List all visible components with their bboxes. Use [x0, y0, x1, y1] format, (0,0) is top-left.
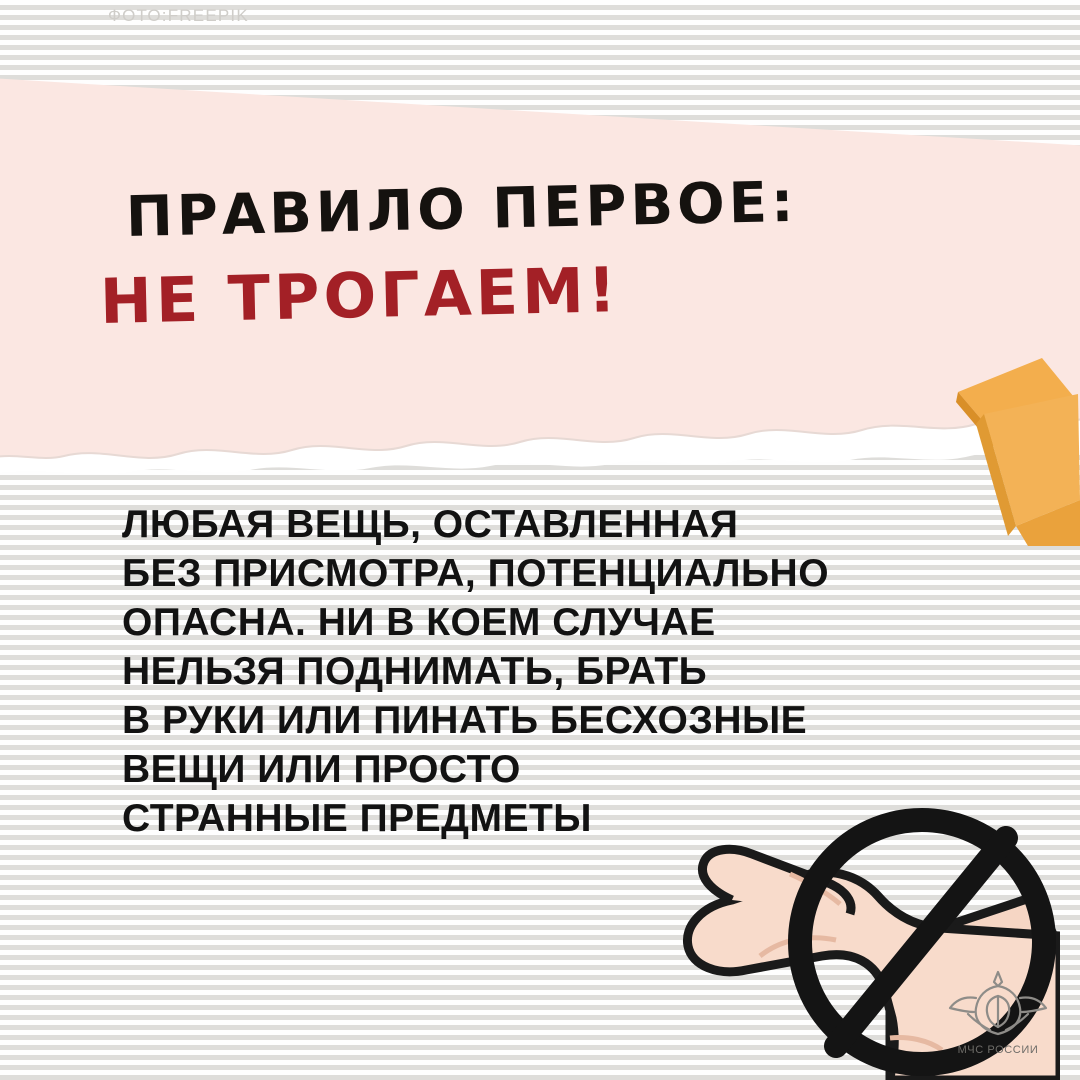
torn-paper-banner: [0, 60, 1080, 480]
emercom-double-eagle-emblem-icon: [938, 966, 1058, 1038]
emercom-logo: [938, 966, 1058, 1062]
headline-line-1: ПРАВИЛО ПЕРВОЕ:: [125, 169, 799, 250]
body-line: ВЕЩИ ИЛИ ПРОСТО: [122, 748, 521, 791]
body-line: СТРАННЫЕ ПРЕДМЕТЫ: [122, 797, 592, 840]
adhesive-tape-icon: [950, 350, 1080, 550]
photo-credit-label: ФОТО:FREEPIK: [108, 6, 249, 25]
logo-caption: МЧС РОССИИ: [957, 1044, 1039, 1056]
body-line: ЛЮБАЯ ВЕЩЬ, ОСТАВЛЕННАЯ: [122, 503, 739, 546]
body-line: В РУКИ ИЛИ ПИНАТЬ БЕСХОЗНЫЕ: [122, 699, 808, 742]
body-line: ОПАСНА. НИ В КОЕМ СЛУЧАЕ: [122, 601, 716, 644]
body-paragraph: [122, 500, 952, 843]
body-line: БЕЗ ПРИСМОТРА, ПОТЕНЦИАЛЬНО: [122, 552, 830, 595]
body-line: НЕЛЬЗЯ ПОДНИМАТЬ, БРАТЬ: [122, 650, 708, 693]
headline-line-2: НЕ ТРОГАЕМ!: [99, 253, 621, 338]
torn-paper-shape-icon: [0, 60, 1080, 480]
tape-decoration: [950, 350, 1080, 550]
